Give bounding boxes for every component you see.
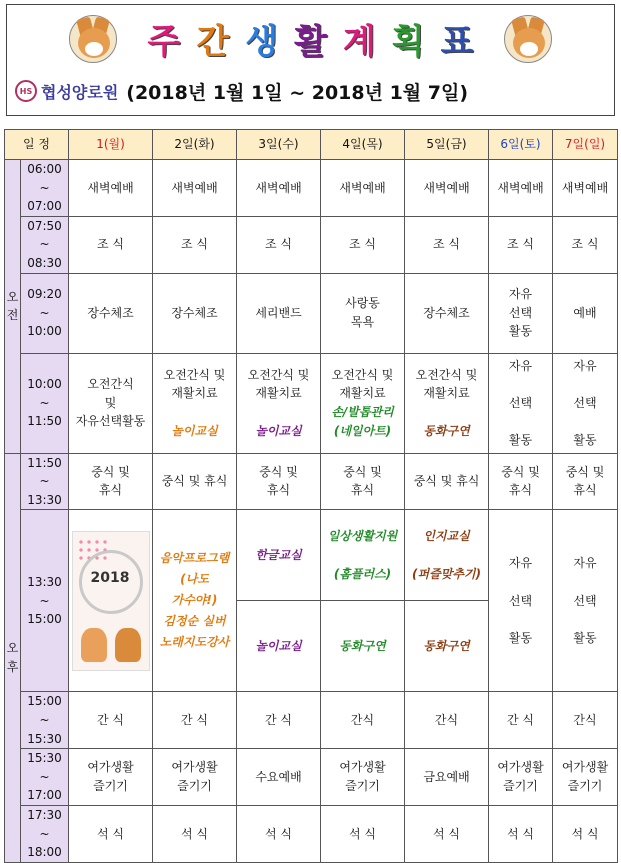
table-row bbox=[5, 273, 618, 353]
activity-cell: 간 식 bbox=[489, 692, 553, 749]
activity-cell: 자유 선택 활동 bbox=[553, 353, 618, 453]
activity-cell: 자유 선택 활동 bbox=[489, 353, 553, 453]
activity-cell: 석 식 bbox=[553, 805, 618, 862]
activity-cell: 간식 bbox=[321, 692, 405, 749]
activity-cell: 인지교실 (퍼즐맞추기) bbox=[405, 510, 489, 601]
am-label: 오전 bbox=[5, 160, 21, 454]
time-cell: 10:00 ~ 11:50 bbox=[21, 353, 69, 453]
subtitle bbox=[7, 73, 614, 109]
activity-cell: 석 식 bbox=[405, 805, 489, 862]
day-header-sun: 7일(일) bbox=[553, 130, 618, 160]
activity-cell: 놀이교실 bbox=[237, 601, 321, 692]
activity-cell: 여가생활 즐기기 bbox=[69, 749, 153, 806]
activity-cell: 새벽예배 bbox=[489, 160, 553, 217]
activity-cell: 동화구연 bbox=[405, 601, 489, 692]
activity-cell: 석 식 bbox=[237, 805, 321, 862]
title-char: 계 bbox=[342, 21, 376, 62]
activity-cell: 오전간식 및 재활치료 손/발톱관리 (네일아트) bbox=[321, 353, 405, 453]
activity-cell: 조 식 bbox=[237, 216, 321, 273]
activity-cell: 오전간식 및 재활치료 놀이교실 bbox=[153, 353, 237, 453]
activity-cell: 사랑동 목욕 bbox=[321, 273, 405, 353]
activity-cell: 새벽예배 bbox=[69, 160, 153, 217]
table-row bbox=[5, 510, 618, 601]
day-header-thu: 4일(목) bbox=[321, 130, 405, 160]
activity-cell: 중식 및 휴식 bbox=[489, 453, 553, 510]
activity-cell: 금요예배 bbox=[405, 749, 489, 806]
activity-cell: 새벽예배 bbox=[405, 160, 489, 217]
activity-cell: 간식 bbox=[553, 692, 618, 749]
activity-cell: 자유 선택 활동 bbox=[489, 273, 553, 353]
time-cell: 06:00 ~ 07:00 bbox=[21, 160, 69, 217]
activity-cell: 장수체조 bbox=[405, 273, 489, 353]
activity-cell: 음악프로그램 (나도 가수야!) 김정순 실버 노래지도강사 bbox=[153, 510, 237, 692]
title-char: 간 bbox=[196, 21, 230, 62]
activity-cell: 중식 및 휴식 bbox=[153, 453, 237, 510]
header bbox=[6, 4, 615, 116]
activity-cell: 조 식 bbox=[405, 216, 489, 273]
title-char: 획 bbox=[391, 21, 425, 62]
activity-cell: 조 식 bbox=[153, 216, 237, 273]
table-row bbox=[5, 749, 618, 806]
title-char: 활 bbox=[294, 21, 327, 62]
header-row bbox=[5, 130, 618, 160]
org-logo-icon: HS bbox=[15, 80, 37, 102]
table-row bbox=[5, 160, 618, 217]
table-row bbox=[5, 353, 618, 453]
activity-cell: 오전간식 및 재활치료 놀이교실 bbox=[237, 353, 321, 453]
table-row bbox=[5, 453, 618, 510]
day-header-wed: 3일(수) bbox=[237, 130, 321, 160]
activity-cell: 간 식 bbox=[237, 692, 321, 749]
time-cell: 09:20 ~ 10:00 bbox=[21, 273, 69, 353]
time-cell: 13:30 ~ 15:00 bbox=[21, 510, 69, 692]
activity-cell: 석 식 bbox=[153, 805, 237, 862]
activity-cell: 세리밴드 bbox=[237, 273, 321, 353]
activity-cell: 여가생활 즐기기 bbox=[489, 749, 553, 806]
activity-cell: 오전간식 및 자유선택활동 bbox=[69, 353, 153, 453]
day-header-tue: 2일(화) bbox=[153, 130, 237, 160]
activity-cell: 중식 및 휴식 bbox=[405, 453, 489, 510]
schedule-table bbox=[4, 129, 618, 863]
activity-cell: 중식 및 휴식 bbox=[237, 453, 321, 510]
activity-cell: 동화구연 bbox=[321, 601, 405, 692]
activity-cell: 일상생활지원 (홈플러스) bbox=[321, 510, 405, 601]
activity-cell: 조 식 bbox=[69, 216, 153, 273]
activity-cell: 오전간식 및 재활치료 동화구연 bbox=[405, 353, 489, 453]
corner-cell: 일 정 bbox=[5, 130, 69, 160]
activity-cell: 여가생활 즐기기 bbox=[153, 749, 237, 806]
activity-cell: 장수체조 bbox=[69, 273, 153, 353]
time-cell: 15:30 ~ 17:00 bbox=[21, 749, 69, 806]
dog-icon-right bbox=[504, 15, 552, 63]
table-row bbox=[5, 216, 618, 273]
activity-cell: 장수체조 bbox=[153, 273, 237, 353]
day-header-fri: 5일(금) bbox=[405, 130, 489, 160]
table-row bbox=[5, 805, 618, 862]
time-cell: 11:50 ~ 13:30 bbox=[21, 453, 69, 510]
activity-cell: 석 식 bbox=[69, 805, 153, 862]
time-cell: 17:30 ~ 18:00 bbox=[21, 805, 69, 862]
activity-cell: 조 식 bbox=[321, 216, 405, 273]
activity-cell: 간식 bbox=[405, 692, 489, 749]
new-year-image: 2018 bbox=[72, 531, 150, 671]
activity-cell: 여가생활 즐기기 bbox=[321, 749, 405, 806]
activity-cell: 예배 bbox=[553, 273, 618, 353]
program-image-cell bbox=[69, 510, 153, 692]
activity-cell: 조 식 bbox=[489, 216, 553, 273]
time-cell: 15:00 ~ 15:30 bbox=[21, 692, 69, 749]
activity-cell: 석 식 bbox=[321, 805, 405, 862]
title-char: 표 bbox=[440, 21, 474, 62]
title-char: 생 bbox=[245, 21, 279, 62]
activity-cell: 조 식 bbox=[553, 216, 618, 273]
title-char: 주 bbox=[147, 21, 181, 62]
activity-cell: 간 식 bbox=[153, 692, 237, 749]
activity-cell: 자유 선택 활동 bbox=[489, 510, 553, 692]
activity-cell: 수요예배 bbox=[237, 749, 321, 806]
activity-cell: 석 식 bbox=[489, 805, 553, 862]
schedule-period: (2018년 1월 1일 ~ 2018년 1월 7일) bbox=[126, 81, 469, 104]
activity-cell: 자유 선택 활동 bbox=[553, 510, 618, 692]
org-name: 협성양로원 bbox=[41, 82, 119, 102]
activity-cell: 한글교실 bbox=[237, 510, 321, 601]
activity-cell: 중식 및 휴식 bbox=[321, 453, 405, 510]
pm-label: 오후 bbox=[5, 453, 21, 862]
activity-cell: 중식 및 휴식 bbox=[553, 453, 618, 510]
activity-cell: 간 식 bbox=[69, 692, 153, 749]
day-header-mon: 1(월) bbox=[69, 130, 153, 160]
activity-cell: 새벽예배 bbox=[153, 160, 237, 217]
activity-cell: 중식 및 휴식 bbox=[69, 453, 153, 510]
activity-cell: 새벽예배 bbox=[321, 160, 405, 217]
activity-cell: 새벽예배 bbox=[553, 160, 618, 217]
day-header-sat: 6일(토) bbox=[489, 130, 553, 160]
time-cell: 07:50 ~ 08:30 bbox=[21, 216, 69, 273]
activity-cell: 새벽예배 bbox=[237, 160, 321, 217]
activity-cell: 여가생활 즐기기 bbox=[553, 749, 618, 806]
table-row bbox=[5, 692, 618, 749]
